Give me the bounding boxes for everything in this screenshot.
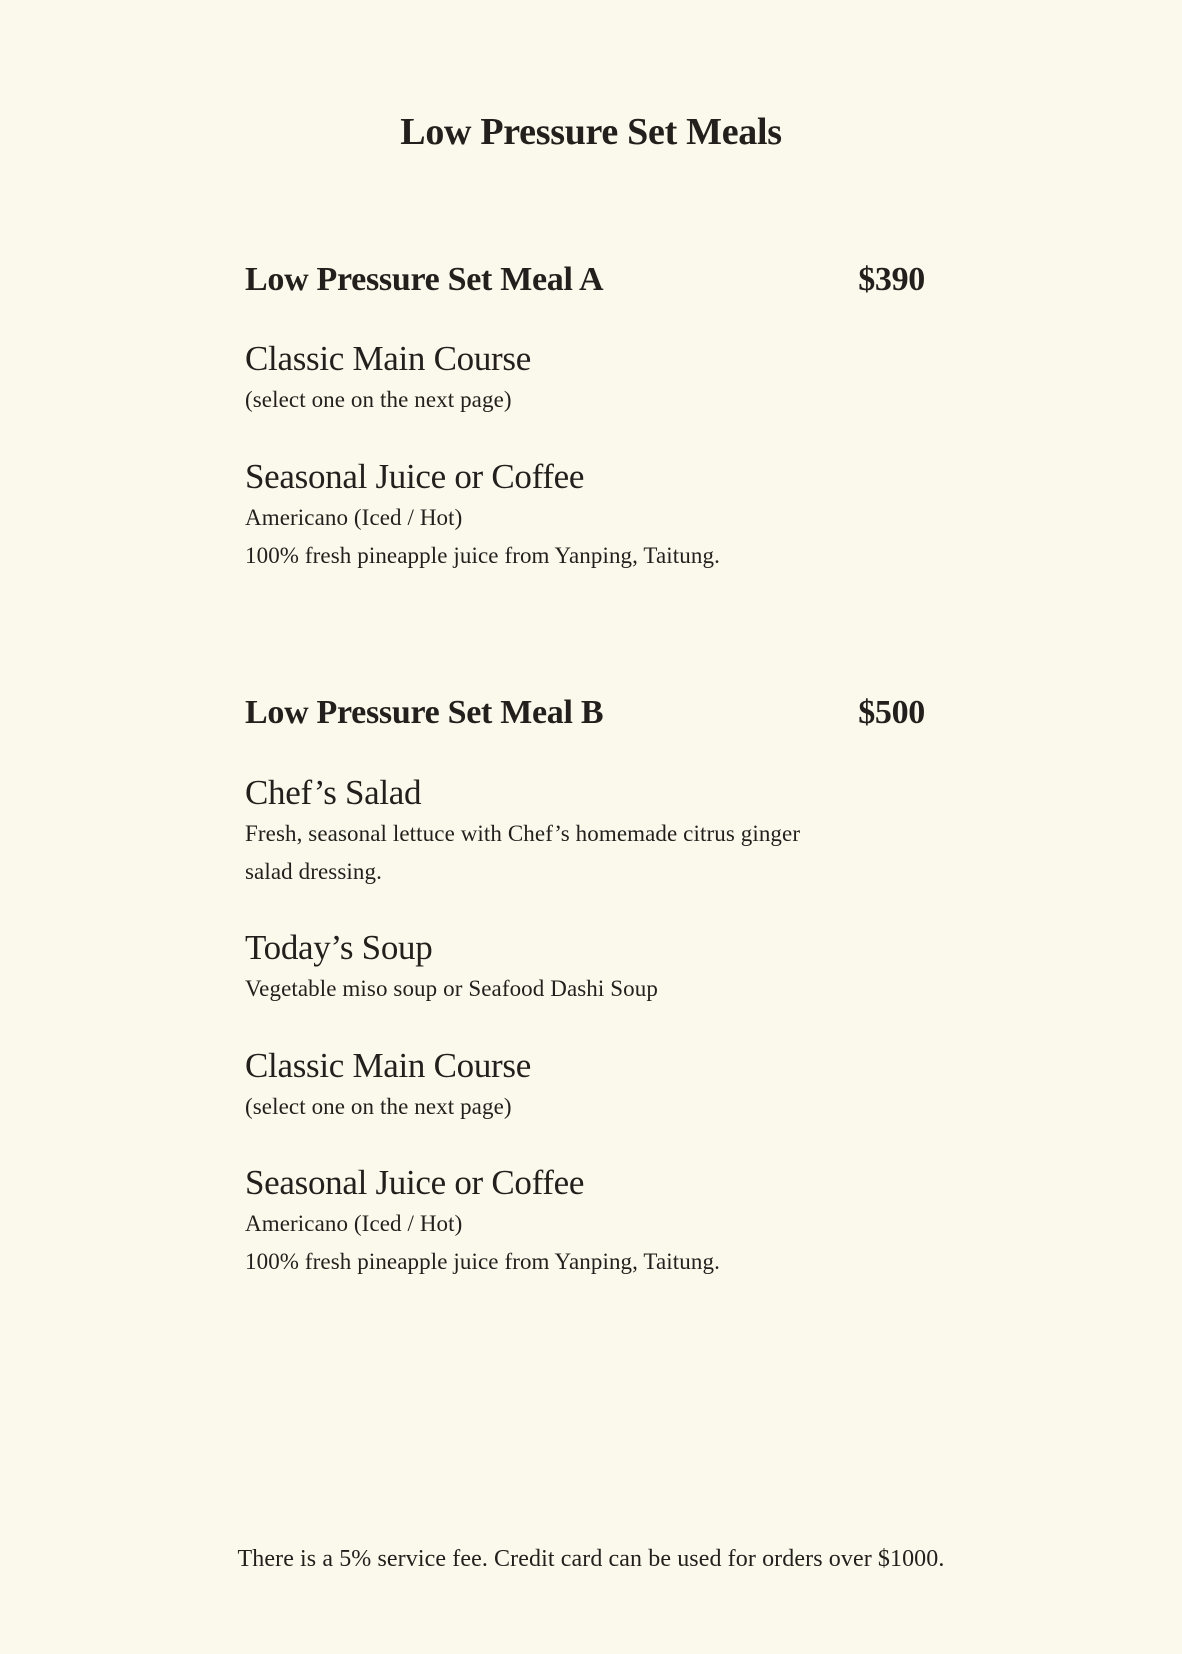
meal-a-item-main-course xyxy=(245,337,945,419)
meal-b-header xyxy=(245,691,925,735)
item-description: (select one on the next page) xyxy=(245,387,512,412)
meal-a-name: Low Pressure Set Meal A xyxy=(245,261,604,298)
item-description: 100% fresh pineapple juice from Yanping, Taitung. xyxy=(245,543,720,568)
meal-b-item-salad xyxy=(245,771,945,891)
meal-b-item-juice-coffee xyxy=(245,1161,945,1281)
meal-b-item-main-course xyxy=(245,1044,945,1126)
item-description: Vegetable miso soup or Seafood Dashi Soup xyxy=(245,976,658,1001)
item-name: Chef’s Salad xyxy=(245,773,422,812)
item-name: Today’s Soup xyxy=(245,928,433,967)
item-description: Americano (Iced / Hot) xyxy=(245,1211,463,1236)
item-name: Classic Main Course xyxy=(245,1046,531,1085)
meal-a-header xyxy=(245,258,925,302)
item-name: Seasonal Juice or Coffee xyxy=(245,1163,585,1202)
item-description: 100% fresh pineapple juice from Yanping, Taitung. xyxy=(245,1249,720,1274)
service-fee-note: There is a 5% service fee. Credit card can be used for orders over $1000. xyxy=(237,1546,945,1572)
meal-a-price: $390 xyxy=(858,261,925,298)
item-description: salad dressing. xyxy=(245,859,382,884)
item-description: (select one on the next page) xyxy=(245,1094,512,1119)
item-description: Fresh, seasonal lettuce with Chef’s homemade citrus ginger xyxy=(245,821,801,846)
item-description: Americano (Iced / Hot) xyxy=(245,505,463,530)
item-name: Seasonal Juice or Coffee xyxy=(245,457,585,496)
meal-b-name: Low Pressure Set Meal B xyxy=(245,694,604,731)
meal-b-item-soup xyxy=(245,926,945,1008)
meal-a-item-juice-coffee xyxy=(245,455,945,575)
meal-b-price: $500 xyxy=(858,694,925,731)
page-title: Low Pressure Set Meals xyxy=(400,111,782,153)
item-name: Classic Main Course xyxy=(245,339,531,378)
